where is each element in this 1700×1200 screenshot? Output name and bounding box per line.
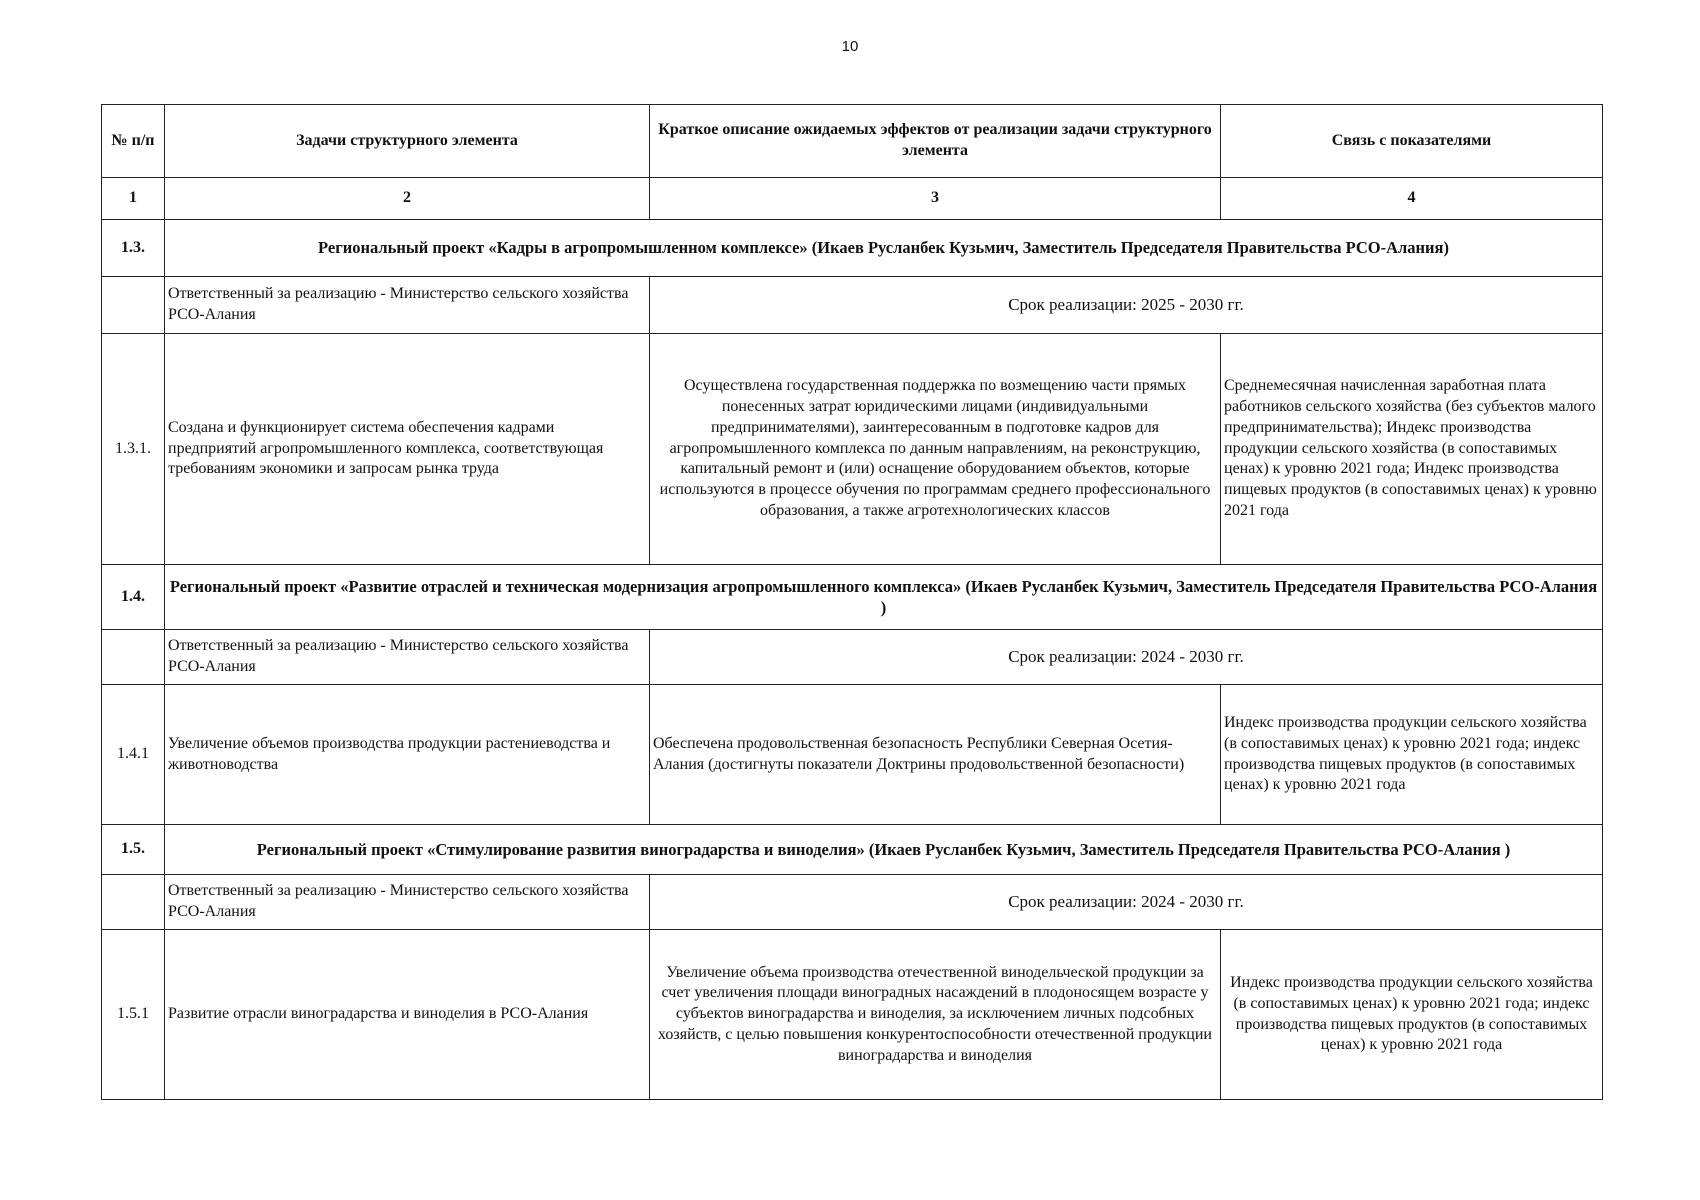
column-number-row: [102, 178, 1603, 220]
effect-text: Увеличение объема производства отечественной винодельческой продукции за счет увеличения площади виноградных насаждений в плодоносящем возрасте у субъектов виноградарства и виноделия, за исключением личных подсобных хозяйств, с целью повышения конкурентоспособности отечественной продукции виноградарства и виноделия: [650, 930, 1221, 1100]
responsible-row: [102, 277, 1603, 334]
task-text: Увеличение объемов производства продукции растениеводства и животноводства: [165, 685, 650, 825]
task-row: [102, 334, 1603, 565]
task-number: 1.4.1: [102, 685, 165, 825]
section-title-row: [102, 825, 1603, 875]
section-title: Региональный проект «Развитие отраслей и техническая модернизация агропромышленного комплекса» (Икаев Русланбек Кузьмич, Заместитель Председателя Правительства РСО-Алания ): [165, 565, 1603, 630]
section-number: 1.4.: [102, 565, 165, 630]
responsible-text: Ответственный за реализацию - Министерство сельского хозяйства РСО-Алания: [165, 630, 650, 685]
column-number: 4: [1221, 178, 1603, 220]
responsible-row: [102, 630, 1603, 685]
header-indicators: Связь с показателями: [1221, 105, 1603, 178]
task-row: [102, 930, 1603, 1100]
implementation-period: Срок реализации: 2024 - 2030 гг.: [650, 630, 1603, 685]
section-title: Региональный проект «Кадры в агропромышленном комплексе» (Икаев Русланбек Кузьмич, Заместитель Председателя Правительства РСО-Алания): [165, 220, 1603, 277]
column-number: 1: [102, 178, 165, 220]
indicators-text: Индекс производства продукции сельского хозяйства (в сопоставимых ценах) к уровню 2021 года; индекс производства пищевых продуктов (в сопоставимых ценах) к уровню 2021 года: [1221, 930, 1603, 1100]
responsible-text: Ответственный за реализацию - Министерство сельского хозяйства РСО-Алания: [165, 277, 650, 334]
section-title-row: [102, 220, 1603, 277]
empty-cell: [102, 875, 165, 930]
task-row: [102, 685, 1603, 825]
implementation-period: Срок реализации: 2024 - 2030 гг.: [650, 875, 1603, 930]
task-number: 1.5.1: [102, 930, 165, 1100]
section-number: 1.3.: [102, 220, 165, 277]
section-title: Региональный проект «Стимулирование развития виноградарства и виноделия» (Икаев Русланбек Кузьмич, Заместитель Председателя Правительства РСО-Алания ): [165, 825, 1603, 875]
table-header-row: [102, 105, 1603, 178]
responsible-row: [102, 875, 1603, 930]
implementation-period: Срок реализации: 2025 - 2030 гг.: [650, 277, 1603, 334]
empty-cell: [102, 630, 165, 685]
indicators-text: Среднемесячная начисленная заработная плата работников сельского хозяйства (без субъектов малого предпринимательства); Индекс производства продукции сельского хозяйства (в сопоставимых ценах) к уровню 2021 года; Индекс производства пищевых продуктов (в сопоставимых ценах) к уровню 2021 года: [1221, 334, 1603, 565]
page-number: 10: [841, 38, 859, 55]
column-number: 3: [650, 178, 1221, 220]
indicators-text: Индекс производства продукции сельского хозяйства (в сопоставимых ценах) к уровню 2021 года; индекс производства пищевых продуктов (в сопоставимых ценах) к уровню 2021 года: [1221, 685, 1603, 825]
task-text: Развитие отрасли виноградарства и виноделия в РСО-Алания: [165, 930, 650, 1100]
structural-element-table: [101, 104, 1603, 1100]
task-text: Создана и функционирует система обеспечения кадрами предприятий агропромышленного комплекса, соответствующая требованиям экономики и запросам рынка труда: [165, 334, 650, 565]
header-tasks: Задачи структурного элемента: [165, 105, 650, 178]
column-number: 2: [165, 178, 650, 220]
section-number: 1.5.: [102, 825, 165, 875]
responsible-text: Ответственный за реализацию - Министерство сельского хозяйства РСО-Алания: [165, 875, 650, 930]
empty-cell: [102, 277, 165, 334]
section-title-row: [102, 565, 1603, 630]
task-number: 1.3.1.: [102, 334, 165, 565]
effect-text: Обеспечена продовольственная безопасность Республики Северная Осетия-Алания (достигнуты показатели Доктрины продовольственной безопасности): [650, 685, 1221, 825]
effect-text: Осуществлена государственная поддержка по возмещению части прямых понесенных затрат юридическими лицами (индивидуальными предпринимателями), заинтересованным в подготовке кадров для агропромышленного комплекса по данным направлениям, на реконструкцию, капитальный ремонт и (или) оснащение оборудованием объектов, которые используются в процессе обучения по программам среднего профессионального образования, а также агротехнологических классов: [650, 334, 1221, 565]
header-number: № п/п: [102, 105, 165, 178]
header-effects: Краткое описание ожидаемых эффектов от реализации задачи структурного элемента: [650, 105, 1221, 178]
